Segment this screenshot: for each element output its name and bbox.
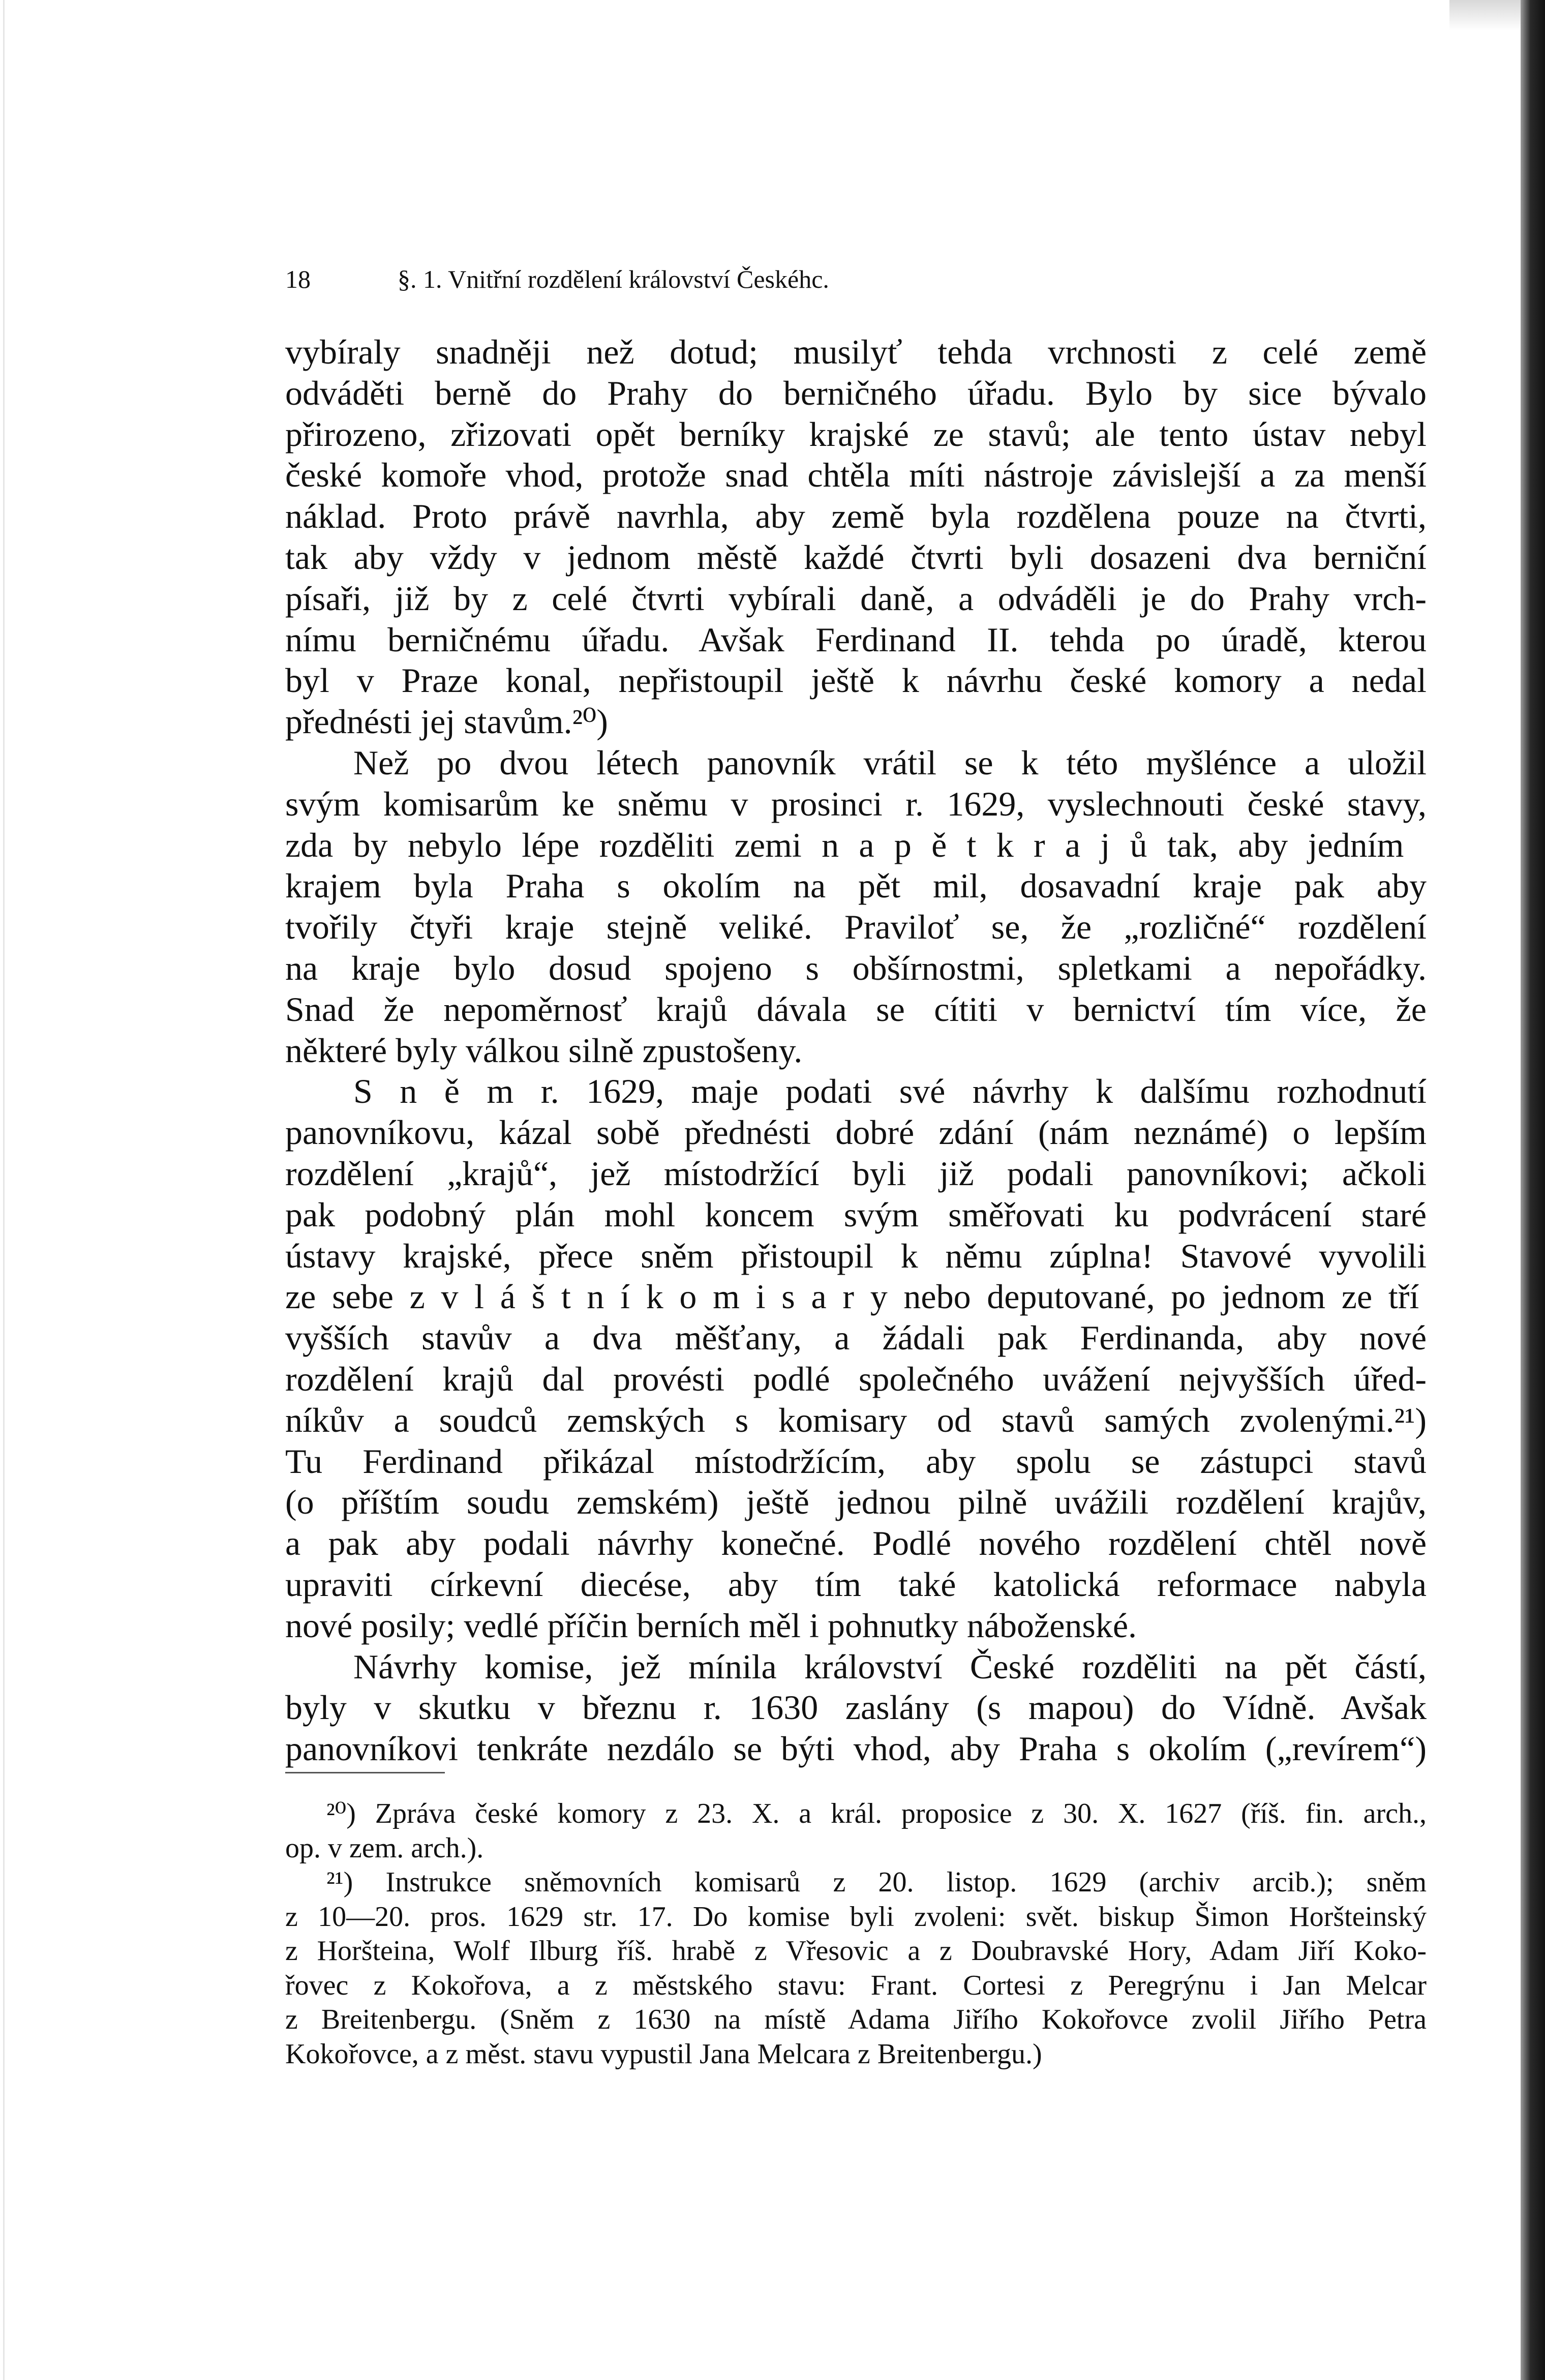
footnote-line-text: ²⁰) Zpráva české komory z 23. X. a král. proposice z 30. X. 1627 (říš. fin. arch., bbox=[326, 1798, 1427, 1829]
body-line-text: tak aby vždy v jednom městě každé čtvrti byli dosazeni dva berniční bbox=[285, 538, 1427, 577]
body-line-text: upraviti církevní diecése, aby tím také katolická reformace nabyla bbox=[285, 1565, 1427, 1604]
body-line bbox=[353, 1646, 1427, 1687]
body-line bbox=[285, 907, 1427, 947]
body-line-text: vyšších stavův a dva měšťany, a žádali pak Ferdinanda, aby nové bbox=[285, 1318, 1427, 1358]
footnote-rule bbox=[285, 1772, 445, 1773]
body-line bbox=[285, 1687, 1427, 1728]
body-line bbox=[285, 825, 1427, 865]
footnote-line-text: z 10—20. pros. 1629 str. 17. Do komise byli zvoleni: svět. biskup Šimon Horšteinský bbox=[285, 1901, 1427, 1933]
body-line-text: nímu berničnému úřadu. Avšak Ferdinand II. tehda po úradě, kterou bbox=[285, 620, 1427, 659]
body-line bbox=[285, 1194, 1427, 1235]
body-line bbox=[285, 865, 1427, 906]
body-line bbox=[285, 948, 1427, 988]
footnote-line-text: ²¹) Instrukce sněmovních komisarů z 20. listop. 1629 (archiv arcib.); sněm bbox=[326, 1866, 1427, 1898]
body-line bbox=[285, 1359, 1427, 1399]
body-line bbox=[285, 1030, 1427, 1071]
scan-left-edge bbox=[3, 0, 5, 2380]
body-line bbox=[285, 1482, 1427, 1522]
scan-top-shadow bbox=[1449, 0, 1521, 31]
body-line-text: písaři, již by z celé čtvrti vybírali daně, a odváděli je do Prahy vrch- bbox=[285, 579, 1427, 618]
body-line-text: na kraje bylo dosud spojeno s obšírnostmi, spletkami a nepořádky. bbox=[285, 949, 1427, 987]
body-line-text: české komoře vhod, protože snad chtěla míti nástroje závislejší a za menší bbox=[285, 456, 1427, 495]
body-line bbox=[285, 784, 1427, 824]
body-line-text: a pak aby podali návrhy konečné. Podlé nového rozdělení chtěl nově bbox=[285, 1524, 1427, 1563]
body-line-text: Tu Ferdinand přikázal místodržícím, aby spolu se zástupci stavů bbox=[285, 1441, 1427, 1481]
body-line bbox=[285, 414, 1427, 455]
body-line bbox=[285, 1605, 1427, 1646]
body-line bbox=[285, 1153, 1427, 1194]
scan-right-edge bbox=[1521, 0, 1545, 2380]
body-line-text: svým komisarům ke sněmu v prosinci r. 1629, vyslechnouti české stavy, bbox=[285, 784, 1427, 823]
body-line-text: ústavy krajské, přece sněm přistoupil k němu zúplna! Stavové vyvolili bbox=[285, 1236, 1427, 1275]
body-line-text: rozdělení krajů dal provésti podlé společného uvážení nejvyšších úřed- bbox=[285, 1360, 1427, 1398]
body-line-text: Snad že nepoměrnosť krajů dávala se cítiti v bernictví tím více, že bbox=[285, 989, 1427, 1029]
footnote-line-text: z Horšteina, Wolf Ilburg říš. hrabě z Vřesovic a z Doubravské Hory, Adam Jiří Koko- bbox=[285, 1935, 1427, 1967]
body-line-text: níkův a soudců zemských s komisary od stavů samých zvolenými.²¹) bbox=[285, 1400, 1427, 1439]
body-line bbox=[285, 496, 1427, 536]
body-line-text: Než po dvou létech panovník vrátil se k této myšlénce a uložil bbox=[353, 743, 1427, 782]
body-line bbox=[353, 742, 1427, 783]
body-line bbox=[285, 537, 1427, 578]
body-line bbox=[285, 578, 1427, 619]
body-line bbox=[285, 332, 1427, 372]
body-line bbox=[285, 373, 1427, 413]
body-line-text: S n ě m r. 1629, maje podati své návrhy k dalšímu rozhodnutí bbox=[353, 1072, 1427, 1111]
body-line bbox=[285, 701, 1427, 742]
body-line-text: tvořily čtyři kraje stejně veliké. Pravilоť se, že „rozličné“ rozdělení bbox=[285, 908, 1427, 947]
body-line-text: nové posily; vedlé příčin berních měl i pohnutky náboženské. bbox=[285, 1606, 1137, 1645]
body-line-text: byl v Praze konal, nepřistoupil ještě k návrhu české komory a nedal bbox=[285, 661, 1427, 700]
body-line bbox=[285, 1317, 1427, 1358]
body-line bbox=[285, 619, 1427, 660]
footnote-line-text: op. v zem. arch.). bbox=[285, 1832, 484, 1864]
body-line bbox=[285, 1276, 1427, 1317]
body-line-text: některé byly válkou silně zpustošeny. bbox=[285, 1031, 803, 1070]
body-line bbox=[285, 1112, 1427, 1153]
footnote-line-text: z Breitenbergu. (Sněm z 1630 na místě Adama Jiřího Kokořovce zvolil Jiřího Petra bbox=[285, 2004, 1427, 2035]
footnote-line bbox=[285, 2037, 1427, 2078]
body-line-text: zda by nebylo lépe rozděliti zemi n a p ě t k r a j ů tak, aby jedním bbox=[285, 825, 1404, 864]
body-line-text: pak podobný plán mohl koncem svým směřovati ku podvrácení staré bbox=[285, 1195, 1427, 1234]
body-line-text: byly v skutku v březnu r. 1630 zaslány (s mapou) do Vídně. Avšak bbox=[285, 1688, 1427, 1727]
body-line-text: rozdělení „krajů“, jež místodržící byli již podali panovníkovi; ačkoli bbox=[285, 1154, 1427, 1193]
body-line-text: (o příštím soudu zemském) ještě jednou pilně uvážili rozdělení krajův, bbox=[285, 1483, 1427, 1522]
body-line bbox=[285, 1523, 1427, 1563]
body-line-text: vybíraly snadněji než dotud; musilyť tehda vrchnosti z celé země bbox=[285, 333, 1427, 371]
body-line bbox=[285, 1400, 1427, 1440]
body-line bbox=[285, 1564, 1427, 1605]
footnote-line-text: řovec z Kokořova, a z městského stavu: Frant. Cortesi z Peregrýnu i Jan Melcar bbox=[285, 1969, 1427, 2001]
body-line-text: odváděti berně do Prahy do berničného úřadu. Bylo by sice bývalo bbox=[285, 373, 1427, 412]
body-line-text: přirozeno, zřizovati opět berníky krajské ze stavů; ale tento ústav nebyl bbox=[285, 414, 1427, 454]
body-line-text: Návrhy komise, jež mínila království České rozděliti na pět částí, bbox=[353, 1647, 1427, 1686]
running-title: §. 1. Vnitřní rozdělení království Českéhc. bbox=[398, 265, 829, 293]
body-line bbox=[285, 660, 1427, 701]
body-line-text: panovníkovi tenkráte nezdálo se býti vhod, aby Praha s okolím („revírem“) bbox=[285, 1729, 1427, 1768]
body-line bbox=[285, 1236, 1427, 1276]
footnote-line-text: Kokořovce, a z měst. stavu vypustil Jana Melcara z Breitenbergu.) bbox=[285, 2038, 1042, 2070]
body-line-text: přednésti jej stavům.²⁰) bbox=[285, 702, 608, 741]
body-line bbox=[353, 1071, 1427, 1111]
body-line-text: krajem byla Praha s okolím na pět mil, dosavadní kraje pak aby bbox=[285, 866, 1427, 906]
body-line bbox=[285, 1728, 1427, 1769]
body-line bbox=[285, 455, 1427, 495]
body-line-text: ze sebe z v l á š t n í k o m i s a r y nebo deputované, po jednom ze tří bbox=[285, 1277, 1419, 1316]
body-line-text: náklad. Proto právě navrhla, aby země byla rozdělena pouze na čtvrti, bbox=[285, 497, 1427, 536]
body-line bbox=[285, 1441, 1427, 1482]
body-line-text: panovníkovu, kázal sobě přednésti dobré zdání (nám neznámé) o lepším bbox=[285, 1113, 1427, 1152]
page-number: 18 bbox=[285, 265, 311, 293]
body-line bbox=[285, 989, 1427, 1030]
